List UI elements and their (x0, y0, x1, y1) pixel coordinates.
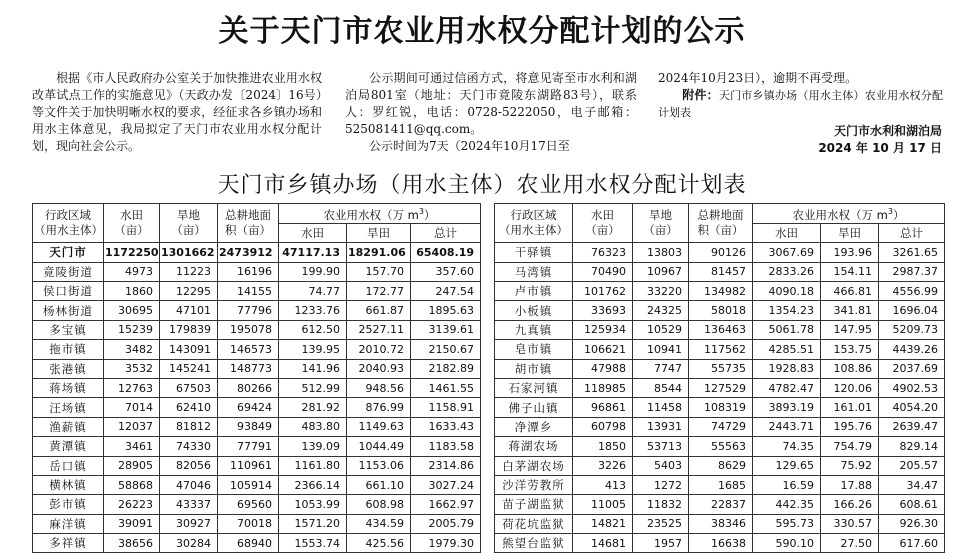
header-paddy-area: 水田 （亩） (573, 204, 633, 243)
value-cell: 2005.79 (411, 514, 481, 533)
value-cell: 47117.13 (279, 243, 347, 262)
value-cell: 466.81 (821, 282, 879, 301)
value-cell: 10941 (633, 340, 689, 359)
table-row (495, 417, 945, 436)
header-region: 行政区域 （用水主体） (33, 204, 104, 243)
value-cell: 1233.76 (279, 301, 347, 320)
value-cell: 3461 (104, 437, 160, 456)
table-row (33, 378, 481, 397)
header-wr-paddy: 水田 (753, 223, 821, 242)
table-row (33, 456, 481, 475)
region-cell: 天门市 (33, 243, 104, 262)
value-cell: 11458 (633, 398, 689, 417)
table-row (33, 398, 481, 417)
value-cell: 55563 (689, 437, 753, 456)
value-cell: 4285.51 (753, 340, 821, 359)
value-cell: 608.61 (879, 495, 945, 514)
value-cell: 8629 (689, 456, 753, 475)
table-row (33, 301, 481, 320)
value-cell: 67503 (160, 378, 218, 397)
value-cell: 1928.83 (753, 359, 821, 378)
value-cell: 101762 (573, 282, 633, 301)
table-row (33, 243, 481, 262)
value-cell: 4054.20 (879, 398, 945, 417)
value-cell: 442.35 (753, 495, 821, 514)
signer-name: 天门市水利和湖泊局 (833, 124, 942, 138)
value-cell: 10529 (633, 320, 689, 339)
value-cell: 108.86 (821, 359, 879, 378)
value-cell: 608.98 (347, 495, 411, 514)
header-region: 行政区域 （用水主体） (495, 204, 573, 243)
table-row (495, 495, 945, 514)
value-cell: 1172250 (104, 243, 160, 262)
table-title: 天门市乡镇办场（用水主体）农业用水权分配计划表 (217, 173, 747, 198)
allocation-table-right (494, 203, 945, 553)
region-cell: 蒋场镇 (33, 378, 104, 397)
value-cell: 69560 (218, 495, 279, 514)
table-row (33, 282, 481, 301)
value-cell: 23525 (633, 514, 689, 533)
value-cell: 4902.53 (879, 378, 945, 397)
value-cell: 47046 (160, 475, 218, 494)
value-cell: 281.92 (279, 398, 347, 417)
value-cell: 5209.73 (879, 320, 945, 339)
value-cell: 147.95 (821, 320, 879, 339)
value-cell: 65408.19 (411, 243, 481, 262)
value-cell: 77791 (218, 437, 279, 456)
value-cell: 3532 (104, 359, 160, 378)
region-cell: 多祥镇 (33, 534, 104, 553)
notice-title: 关于天门市农业用水权分配计划的公示 (218, 14, 746, 49)
value-cell: 2833.26 (753, 262, 821, 281)
value-cell: 18291.06 (347, 243, 411, 262)
value-cell: 4090.18 (753, 282, 821, 301)
value-cell: 612.50 (279, 320, 347, 339)
value-cell: 1979.30 (411, 534, 481, 553)
value-cell: 1850 (573, 437, 633, 456)
value-cell: 2987.37 (879, 262, 945, 281)
value-cell: 2443.71 (753, 417, 821, 436)
value-cell: 2314.86 (411, 456, 481, 475)
value-cell: 16638 (689, 534, 753, 553)
region-cell: 汪场镇 (33, 398, 104, 417)
value-cell: 247.54 (411, 282, 481, 301)
region-cell: 麻洋镇 (33, 514, 104, 533)
value-cell: 876.99 (347, 398, 411, 417)
value-cell: 2473912 (218, 243, 279, 262)
value-cell: 1553.74 (279, 534, 347, 553)
region-cell: 马湾镇 (495, 262, 573, 281)
value-cell: 148773 (218, 359, 279, 378)
value-cell: 154.11 (821, 262, 879, 281)
region-cell: 多宝镇 (33, 320, 104, 339)
value-cell: 106621 (573, 340, 633, 359)
header-wr-dry: 旱田 (821, 223, 879, 242)
region-cell: 蒋湖农场 (495, 437, 573, 456)
value-cell: 33220 (633, 282, 689, 301)
value-cell: 12763 (104, 378, 160, 397)
value-cell: 17.88 (821, 475, 879, 494)
value-cell: 34.47 (879, 475, 945, 494)
value-cell: 1895.63 (411, 301, 481, 320)
value-cell: 341.81 (821, 301, 879, 320)
region-cell: 渔薪镇 (33, 417, 104, 436)
value-cell: 77796 (218, 301, 279, 320)
region-cell: 侯口街道 (33, 282, 104, 301)
region-cell: 九真镇 (495, 320, 573, 339)
value-cell: 161.01 (821, 398, 879, 417)
basis-text: 根据《市人民政府办公室关于加快推进农业用水权改革试点工作的实施意见》（天政办发〔2024〕16号）等文件关于加快明晰水权的要求，经征求各乡镇办场和用水主体意见，我局拟定了天门市农业用水权分配计划，现向社会公示。 (32, 71, 322, 153)
value-cell: 47988 (573, 359, 633, 378)
value-cell: 70018 (218, 514, 279, 533)
attachment-label: 附件： (682, 88, 719, 102)
value-cell: 15239 (104, 320, 160, 339)
deadline-text: 2024年10月23日），逾期不再受理。 (658, 71, 858, 85)
table-row (495, 340, 945, 359)
value-cell: 1571.20 (279, 514, 347, 533)
value-cell: 2182.89 (411, 359, 481, 378)
notice-paragraph-basis (32, 70, 322, 155)
value-cell: 139.09 (279, 437, 347, 456)
value-cell: 68940 (218, 534, 279, 553)
region-cell: 张港镇 (33, 359, 104, 378)
value-cell: 12295 (160, 282, 218, 301)
value-cell: 2040.93 (347, 359, 411, 378)
value-cell: 136463 (689, 320, 753, 339)
value-cell: 1153.06 (347, 456, 411, 475)
value-cell: 661.10 (347, 475, 411, 494)
region-cell: 佛子山镇 (495, 398, 573, 417)
value-cell: 117562 (689, 340, 753, 359)
value-cell: 16.59 (753, 475, 821, 494)
table-row (495, 359, 945, 378)
value-cell: 413 (573, 475, 633, 494)
value-cell: 1158.91 (411, 398, 481, 417)
value-cell: 22837 (689, 495, 753, 514)
value-cell: 80266 (218, 378, 279, 397)
signature-block (818, 123, 942, 157)
value-cell: 2366.14 (279, 475, 347, 494)
value-cell: 14155 (218, 282, 279, 301)
region-cell: 干驿镇 (495, 243, 573, 262)
value-cell: 129.65 (753, 456, 821, 475)
value-cell: 47101 (160, 301, 218, 320)
value-cell: 5061.78 (753, 320, 821, 339)
value-cell: 26223 (104, 495, 160, 514)
value-cell: 120.06 (821, 378, 879, 397)
header-paddy-area: 水田 （亩） (104, 204, 160, 243)
region-cell: 白茅湖农场 (495, 456, 573, 475)
region-cell: 横林镇 (33, 475, 104, 494)
value-cell: 4782.47 (753, 378, 821, 397)
value-cell: 141.96 (279, 359, 347, 378)
value-cell: 1183.58 (411, 437, 481, 456)
value-cell: 357.60 (411, 262, 481, 281)
table-row (33, 359, 481, 378)
value-cell: 195078 (218, 320, 279, 339)
value-cell: 143091 (160, 340, 218, 359)
value-cell: 105914 (218, 475, 279, 494)
region-cell: 黄潭镇 (33, 437, 104, 456)
value-cell: 661.87 (347, 301, 411, 320)
value-cell: 1354.23 (753, 301, 821, 320)
header-dry-area: 旱地 （亩） (160, 204, 218, 243)
value-cell: 425.56 (347, 534, 411, 553)
table-row (495, 320, 945, 339)
table-row (495, 243, 945, 262)
value-cell: 30695 (104, 301, 160, 320)
value-cell: 11005 (573, 495, 633, 514)
value-cell: 2037.69 (879, 359, 945, 378)
value-cell: 2639.47 (879, 417, 945, 436)
value-cell: 829.14 (879, 437, 945, 456)
value-cell: 1957 (633, 534, 689, 553)
value-cell: 13931 (633, 417, 689, 436)
value-cell: 1685 (689, 475, 753, 494)
region-cell: 胡市镇 (495, 359, 573, 378)
value-cell: 110961 (218, 456, 279, 475)
region-cell: 苗子湖监狱 (495, 495, 573, 514)
value-cell: 157.70 (347, 262, 411, 281)
value-cell: 512.99 (279, 378, 347, 397)
header-wr-total: 总计 (879, 223, 945, 242)
region-cell: 皂市镇 (495, 340, 573, 359)
value-cell: 139.95 (279, 340, 347, 359)
value-cell: 1633.43 (411, 417, 481, 436)
value-cell: 4556.99 (879, 282, 945, 301)
value-cell: 30927 (160, 514, 218, 533)
value-cell: 434.59 (347, 514, 411, 533)
value-cell: 82056 (160, 456, 218, 475)
value-cell: 1272 (633, 475, 689, 494)
attachment-title: 天门市乡镇办场（用水主体）农业用水权分配计划表 (658, 89, 943, 119)
value-cell: 38656 (104, 534, 160, 553)
value-cell: 3027.24 (411, 475, 481, 494)
value-cell: 81812 (160, 417, 218, 436)
value-cell: 125934 (573, 320, 633, 339)
value-cell: 14821 (573, 514, 633, 533)
table-row (33, 262, 481, 281)
table-row (495, 475, 945, 494)
header-total-area: 总耕地面 积（亩） (689, 204, 753, 243)
value-cell: 81457 (689, 262, 753, 281)
value-cell: 55735 (689, 359, 753, 378)
value-cell: 7747 (633, 359, 689, 378)
header-wr-total: 总计 (411, 223, 481, 242)
value-cell: 28905 (104, 456, 160, 475)
value-cell: 60798 (573, 417, 633, 436)
value-cell: 754.79 (821, 437, 879, 456)
value-cell: 483.80 (279, 417, 347, 436)
table-row (33, 437, 481, 456)
value-cell: 8544 (633, 378, 689, 397)
value-cell: 1662.97 (411, 495, 481, 514)
value-cell: 76323 (573, 243, 633, 262)
table-row (495, 262, 945, 281)
value-cell: 14681 (573, 534, 633, 553)
table-row (33, 340, 481, 359)
contact-text: 公示期间可通过信函方式，将意见寄至市水利和湖泊局801室（地址：天门市竟陵东湖路83号），联系人：罗红锐，电话：0728-5222050，电子邮箱：525081411@qq.com。 (345, 71, 637, 136)
value-cell: 146573 (218, 340, 279, 359)
value-cell: 74.77 (279, 282, 347, 301)
table-row (495, 301, 945, 320)
value-cell: 43337 (160, 495, 218, 514)
value-cell: 3067.69 (753, 243, 821, 262)
value-cell: 16196 (218, 262, 279, 281)
value-cell: 3482 (104, 340, 160, 359)
value-cell: 90126 (689, 243, 753, 262)
value-cell: 69424 (218, 398, 279, 417)
value-cell: 10967 (633, 262, 689, 281)
value-cell: 4439.26 (879, 340, 945, 359)
allocation-table-left (32, 203, 481, 553)
value-cell: 617.60 (879, 534, 945, 553)
region-cell: 石家河镇 (495, 378, 573, 397)
value-cell: 30284 (160, 534, 218, 553)
region-cell: 沙洋劳教所 (495, 475, 573, 494)
value-cell: 4973 (104, 262, 160, 281)
value-cell: 12037 (104, 417, 160, 436)
value-cell: 195.76 (821, 417, 879, 436)
value-cell: 330.57 (821, 514, 879, 533)
region-cell: 荷花坑监狱 (495, 514, 573, 533)
table-row (33, 320, 481, 339)
header-dry-area: 旱地 （亩） (633, 204, 689, 243)
region-cell: 彭市镇 (33, 495, 104, 514)
value-cell: 58018 (689, 301, 753, 320)
table-row (495, 398, 945, 417)
value-cell: 134982 (689, 282, 753, 301)
value-cell: 74330 (160, 437, 218, 456)
table-row (495, 282, 945, 301)
table-row (33, 514, 481, 533)
value-cell: 75.92 (821, 456, 879, 475)
region-cell: 岳口镇 (33, 456, 104, 475)
value-cell: 7014 (104, 398, 160, 417)
value-cell: 62410 (160, 398, 218, 417)
value-cell: 1149.63 (347, 417, 411, 436)
value-cell: 948.56 (347, 378, 411, 397)
value-cell: 33693 (573, 301, 633, 320)
value-cell: 53713 (633, 437, 689, 456)
header-water-right: 农业用水权（万 $m^3$） (279, 204, 481, 224)
region-cell: 竟陵街道 (33, 262, 104, 281)
value-cell: 39091 (104, 514, 160, 533)
value-cell: 179839 (160, 320, 218, 339)
value-cell: 5403 (633, 456, 689, 475)
value-cell: 172.77 (347, 282, 411, 301)
notice-paragraph-contact (345, 70, 637, 155)
region-cell: 熊望台监狱 (495, 534, 573, 553)
header-total-area: 总耕地面 积（亩） (218, 204, 279, 243)
value-cell: 58868 (104, 475, 160, 494)
value-cell: 1461.55 (411, 378, 481, 397)
table-row (495, 456, 945, 475)
header-water-right: 农业用水权（万 $m^3$） (753, 204, 945, 224)
table-row (33, 495, 481, 514)
value-cell: 74.35 (753, 437, 821, 456)
table-row (495, 378, 945, 397)
header-wr-dry: 旱田 (347, 223, 411, 242)
value-cell: 1053.99 (279, 495, 347, 514)
header-wr-paddy: 水田 (279, 223, 347, 242)
table-row (33, 534, 481, 553)
value-cell: 2527.11 (347, 320, 411, 339)
value-cell: 11832 (633, 495, 689, 514)
value-cell: 27.50 (821, 534, 879, 553)
value-cell: 2150.67 (411, 340, 481, 359)
value-cell: 926.30 (879, 514, 945, 533)
value-cell: 2010.72 (347, 340, 411, 359)
value-cell: 3261.65 (879, 243, 945, 262)
value-cell: 205.57 (879, 456, 945, 475)
table-row (495, 437, 945, 456)
value-cell: 74729 (689, 417, 753, 436)
value-cell: 595.73 (753, 514, 821, 533)
value-cell: 145241 (160, 359, 218, 378)
value-cell: 3139.61 (411, 320, 481, 339)
region-cell: 拖市镇 (33, 340, 104, 359)
period-text: 公示时间为7天（2024年10月17日至 (369, 139, 570, 153)
table-row (33, 475, 481, 494)
value-cell: 193.96 (821, 243, 879, 262)
value-cell: 1301662 (160, 243, 218, 262)
value-cell: 38346 (689, 514, 753, 533)
value-cell: 118985 (573, 378, 633, 397)
table-row (495, 534, 945, 553)
value-cell: 108319 (689, 398, 753, 417)
value-cell: 166.26 (821, 495, 879, 514)
value-cell: 590.10 (753, 534, 821, 553)
value-cell: 13803 (633, 243, 689, 262)
value-cell: 1044.49 (347, 437, 411, 456)
region-cell: 小板镇 (495, 301, 573, 320)
value-cell: 153.75 (821, 340, 879, 359)
value-cell: 1696.04 (879, 301, 945, 320)
value-cell: 1860 (104, 282, 160, 301)
value-cell: 93849 (218, 417, 279, 436)
value-cell: 70490 (573, 262, 633, 281)
region-cell: 卢市镇 (495, 282, 573, 301)
table-row (33, 417, 481, 436)
value-cell: 3893.19 (753, 398, 821, 417)
value-cell: 11223 (160, 262, 218, 281)
region-cell: 杨林街道 (33, 301, 104, 320)
sign-date: 2024 年 10 月 17 日 (818, 141, 942, 155)
table-row (495, 514, 945, 533)
notice-paragraph-deadline (658, 70, 943, 121)
value-cell: 24325 (633, 301, 689, 320)
value-cell: 199.90 (279, 262, 347, 281)
region-cell: 净潭乡 (495, 417, 573, 436)
value-cell: 127529 (689, 378, 753, 397)
value-cell: 96861 (573, 398, 633, 417)
value-cell: 1161.80 (279, 456, 347, 475)
value-cell: 3226 (573, 456, 633, 475)
